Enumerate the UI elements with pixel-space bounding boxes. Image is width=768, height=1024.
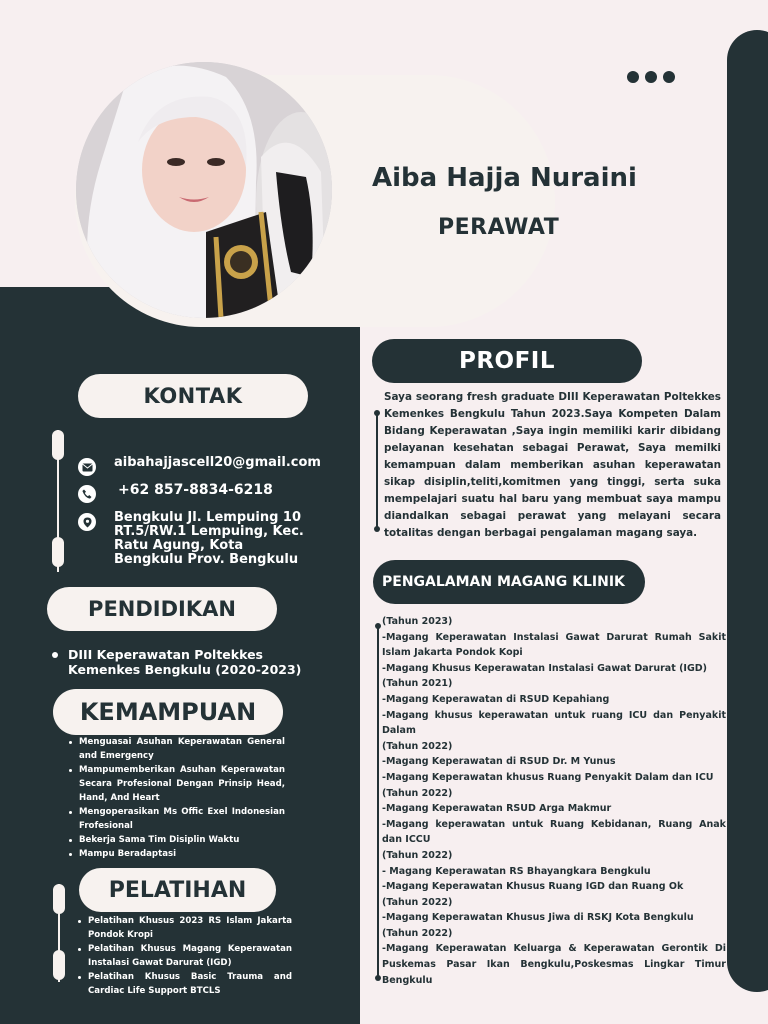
training-heading: PELATIHAN [79,868,276,912]
list-item: Pelatihan Khusus Basic Trauma and Cardiac Life Support BTCLS [88,972,292,996]
list-item: -Magang Keperawatan di RSUD Kepahiang [382,693,610,705]
list-item: -Magang keperawatan untuk Ruang Kebidanan, Ruang Anak dan ICCU [382,818,726,846]
timeline-knob [375,975,381,981]
profile-timeline [376,412,378,530]
list-item: Pelatihan Khusus 2023 RS Islam Jakarta Pondok Kropi [88,916,292,940]
list-item: (Tahun 2022) [382,849,453,861]
contact-email[interactable]: aibahajjascell20@gmail.com [114,455,321,470]
list-item: (Tahun 2022) [382,927,453,939]
contact-phone[interactable]: +62 857-8834-6218 [118,482,273,498]
contact-email-row [78,456,321,476]
list-item: -Magang Keperawatan di RSUD Dr. M Yunus [382,756,616,768]
contact-heading: KONTAK [78,374,308,418]
profile-photo [76,62,332,318]
timeline-knob [374,526,380,532]
list-item: -Magang khusus keperawatan untuk ruang ICU dan Penyakit Dalam [382,709,726,737]
location-icon [78,513,96,531]
list-item: Pelatihan Khusus Magang Keperawatan Instalasi Gawat Darurat (IGD) [88,944,292,968]
training-list [88,914,292,998]
profile-summary: Saya seorang fresh graduate DIII Keperawatan Poltekkes Kemenkes Bengkulu Tahun 2023.Saya Kompeten Dalam Bidang Keperawatan ,Saya ingin memiliki karir dibidang pelayanan kesehatan sebagai Perawat, Saya memilki kemampuan dalam memberikan asuhan keperawatan sikap disiplin,teliti,komitmen yang tinggi, serta suka mempelajari suatu hal baru yang membuat saya mampu diandalkan sebagai perawat yang melayani secara totalitas dengan berbagai pengalaman magang saya. [384,391,721,539]
education-text: DIII Keperawatan Poltekkes Kemenkes Bengkulu (2020-2023) [68,647,302,677]
right-accent-strip [727,30,768,992]
list-item: (Tahun 2022) [382,896,453,908]
list-item: Mampumemberikan Asuhan Keperawatan Secara Profesional Dengan Prinsip Head, Hand, And Heart [79,765,285,803]
list-item: Menguasai Asuhan Keperawatan General and Emergency [79,737,285,761]
contact-phone-row [78,483,273,503]
internship-heading: PENGALAMAN MAGANG KLINIK [373,560,645,604]
bullet-icon [52,652,58,658]
list-item: (Tahun 2022) [382,740,453,752]
skills-list [79,735,285,861]
internship-timeline [377,625,379,980]
email-icon [78,458,96,476]
list-item: (Tahun 2022) [382,787,453,799]
skills-heading: KEMAMPUAN [53,689,283,735]
list-item: - Magang Keperawatan RS Bhayangkara Bengkulu [382,865,651,877]
list-item: (Tahun 2021) [382,678,453,690]
list-item: -Magang Keperawatan Instalasi Gawat Darurat Rumah Sakit Islam Jakarta Pondok Kopi [382,631,726,659]
timeline-knob [374,410,380,416]
list-item: Bekerja Sama Tim Disiplin Waktu [79,833,285,847]
phone-icon [78,485,96,503]
internship-list [382,614,726,988]
education-item [52,647,312,677]
list-item: -Magang Keperawatan khusus Ruang Penyakit Dalam dan ICU [382,771,714,783]
timeline-knob [52,430,64,460]
list-item: Mengoperasikan Ms Offic Exel Indonesian Frofesional [79,807,285,831]
timeline-knob [53,884,65,914]
list-item: -Magang Keperawatan Khusus Ruang IGD dan Ruang Ok [382,881,684,893]
list-item: -Magang Keperawatan Khusus Jiwa di RSKJ Kota Bengkulu [382,912,694,924]
timeline-knob [53,950,65,980]
contact-address: Bengkulu Jl. Lempuing 10 RT.5/RW.1 Lempuing, Kec. Ratu Agung, Kota Bengkulu Prov. Bengkulu [114,510,304,567]
contact-address-row [78,511,308,567]
education-heading: PENDIDIKAN [47,587,277,631]
timeline-knob [375,623,381,629]
more-dots-icon [627,71,675,83]
list-item: Mampu Beradaptasi [79,847,285,861]
timeline-knob [52,537,64,567]
list-item: -Magang Keperawatan RSUD Arga Makmur [382,803,612,815]
candidate-name: Aiba Hajja Nuraini [372,163,637,193]
list-item: -Magang Keperawatan Keluarga & Keperawatan Gerontik Di Puskemas Pasar Ikan Bengkulu,Poskesmas Lingkar Timur Bengkulu [382,943,726,986]
profile-heading: PROFIL [372,339,642,383]
list-item: (Tahun 2023) [382,616,453,627]
list-item: -Magang Khusus Keperawatan Instalasi Gawat Darurat (IGD) [382,662,707,674]
job-title: PERAWAT [438,215,560,240]
